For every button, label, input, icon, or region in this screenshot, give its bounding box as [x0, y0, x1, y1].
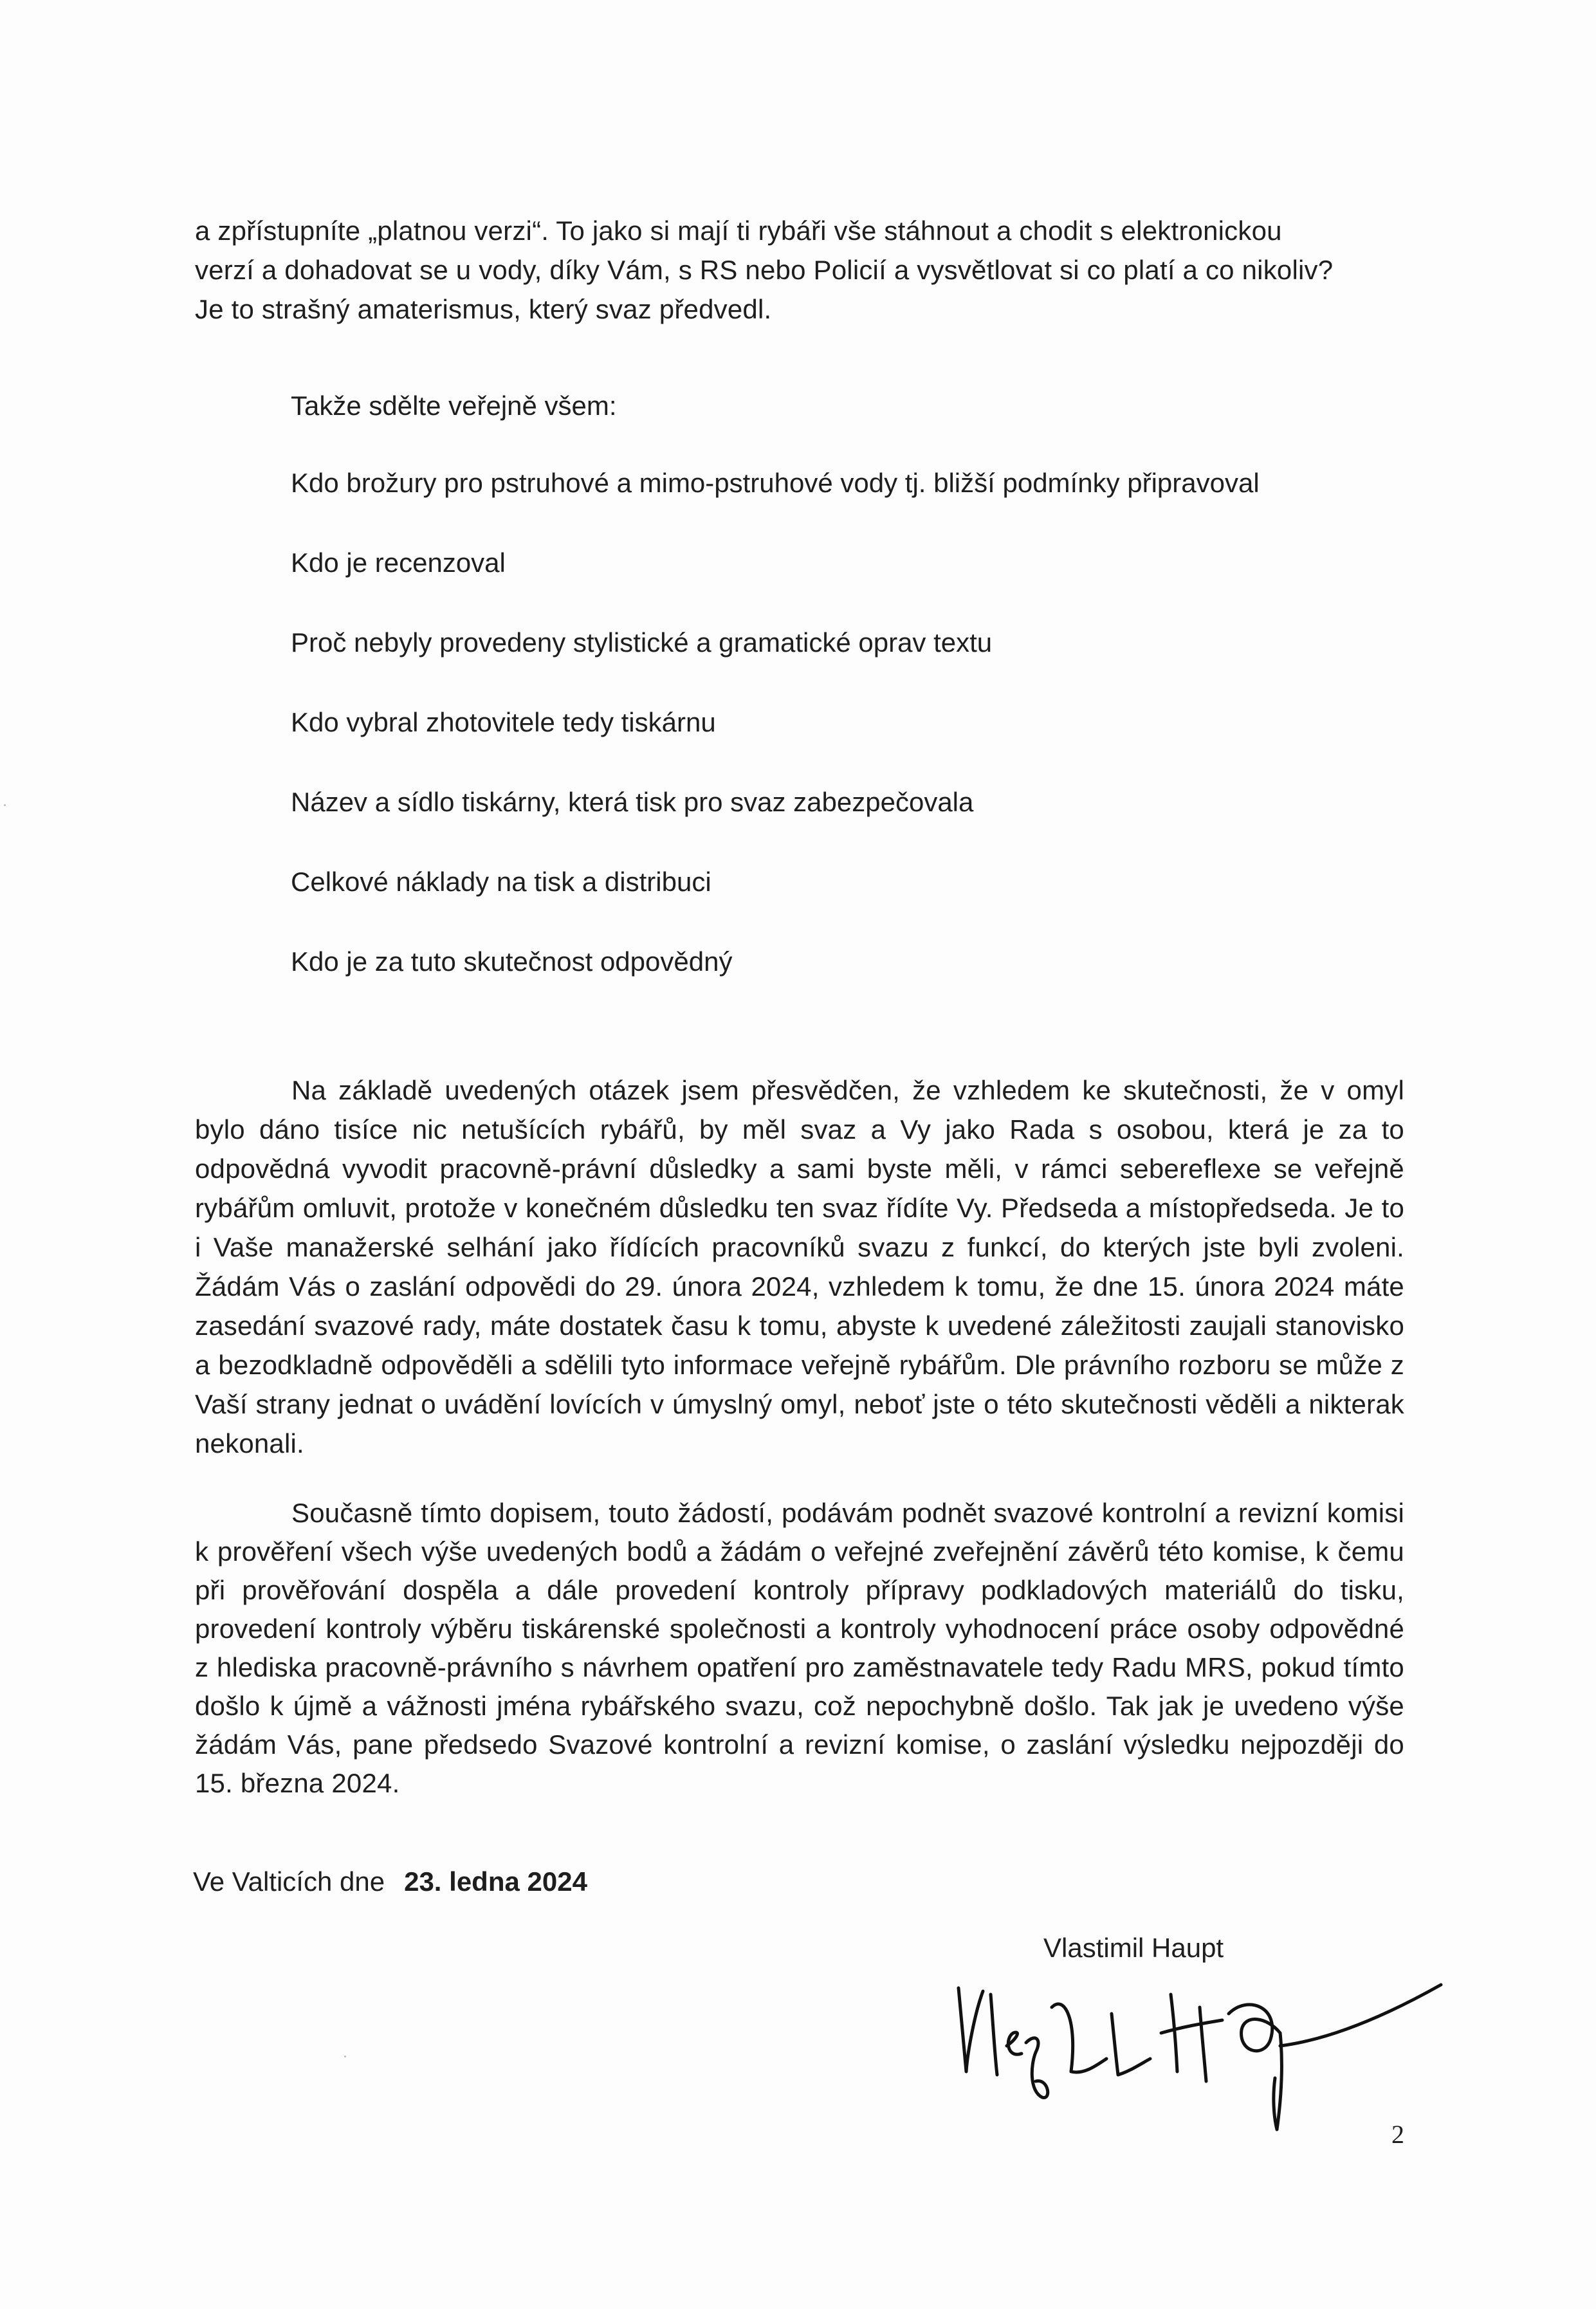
page-number: 2: [1391, 2120, 1404, 2149]
question-item: Kdo je za tuto skutečnost odpovědný: [291, 946, 733, 977]
questions-list: [291, 463, 1260, 1022]
intro-line: a zpřístupníte „platnou verzi“. To jako si mají ti rybáři vše stáhnout a chodit s elektronickou: [195, 216, 1282, 246]
intro-line: verzí a dohadovat se u vody, díky Vám, s RS nebo Policií a vysvětlovat si co platí a co nikoliv?: [195, 255, 1334, 285]
scan-speck: [344, 2056, 346, 2057]
intro-paragraph: [195, 211, 1411, 329]
intro-line: Je to strašný amaterismus, který svaz předvedl.: [195, 294, 772, 324]
question-item: Proč nebyly provedeny stylistické a gramatické oprav textu: [291, 627, 993, 658]
question-item: Kdo brožury pro pstruhové a mimo-pstruhové vody tj. bližší podmínky připravoval: [291, 468, 1260, 498]
question-item: Celkové náklady na tisk a distribuci: [291, 867, 711, 897]
paragraph-conclusion: [195, 1044, 1404, 1490]
questions-heading: Takže sdělte veřejně všem:: [291, 391, 617, 421]
paragraph-text: Současně tímto dopisem, touto žádostí, podávám podnět svazové kontrolní a revizní komisi k prověření všech výše uvedených bodů a žádám o veřejné zveřejnění závěrů této komise, k čemu při prověřování dospěla a dále provedení kontroly přípravy podkladových materiálů do tisku, provedení kontroly výběru tiskárenské společnosti a kontroly vyhodnocení práce osoby odpovědné z hlediska pracovně-právního s návrhem opatření pro zaměstnavatele tedy Radu MRS, pokud tímto došlo k újmě a vážnosti jména rybářského svazu, což nepochybně došlo. Tak jak je uvedeno výše žádám Vás, pane předsedo Svazové kontrolní a revizní komise, o zaslání výsledku nejpozději do 15. března 2024.: [195, 1498, 1404, 1798]
paragraph-text: Na základě uvedených otázek jsem přesvědčen, že vzhledem ke skutečnosti, že v omyl bylo dáno tisíce nic netušících rybářů, by měl svaz a Vy jako Rada s osobou, která je za to odpovědná vyvodit pracovně-právní důsledky a sami byste měli, v rámci sebereflexe se veřejně rybářům omluvit, protože v konečném důsledku ten svaz řídíte Vy. Předseda a místopředseda. Je to i Vaše manažerské selhání jako řídících pracovníků svazu z funkcí, do kterých jste byli zvoleni. Žádám Vás o zaslání odpovědi do 29. února 2024, vzhledem k tomu, že dne 15. února 2024 máte zasedání svazové rady, máte dostatek času k tomu, abyste k uvedené záležitosti zaujali stanovisko a bezodkladně odpověděli a sdělili tyto informace veřejně rybářům. Dle právního rozboru se může z Vaší strany jednat o uvádění lovících v úmyslný omyl, neboť jste o této skutečnosti věděli a nikterak nekonali.: [195, 1075, 1404, 1458]
handwritten-signature: [946, 1969, 1447, 2142]
question-item: Kdo je recenzoval: [291, 547, 506, 578]
question-item: Kdo vybral zhotovitele tedy tiskárnu: [291, 707, 716, 737]
question-item: Název a sídlo tiskárny, která tisk pro svaz zabezpečovala: [291, 787, 974, 817]
dateline-date: 23. ledna 2024: [404, 1866, 587, 1897]
signer-name: Vlastimil Haupt: [1043, 1933, 1224, 1963]
scan-speck: [4, 804, 6, 806]
dateline: [193, 1863, 587, 1901]
paragraph-complaint: [195, 1467, 1404, 1830]
dateline-place: Ve Valticích dne: [193, 1866, 385, 1897]
